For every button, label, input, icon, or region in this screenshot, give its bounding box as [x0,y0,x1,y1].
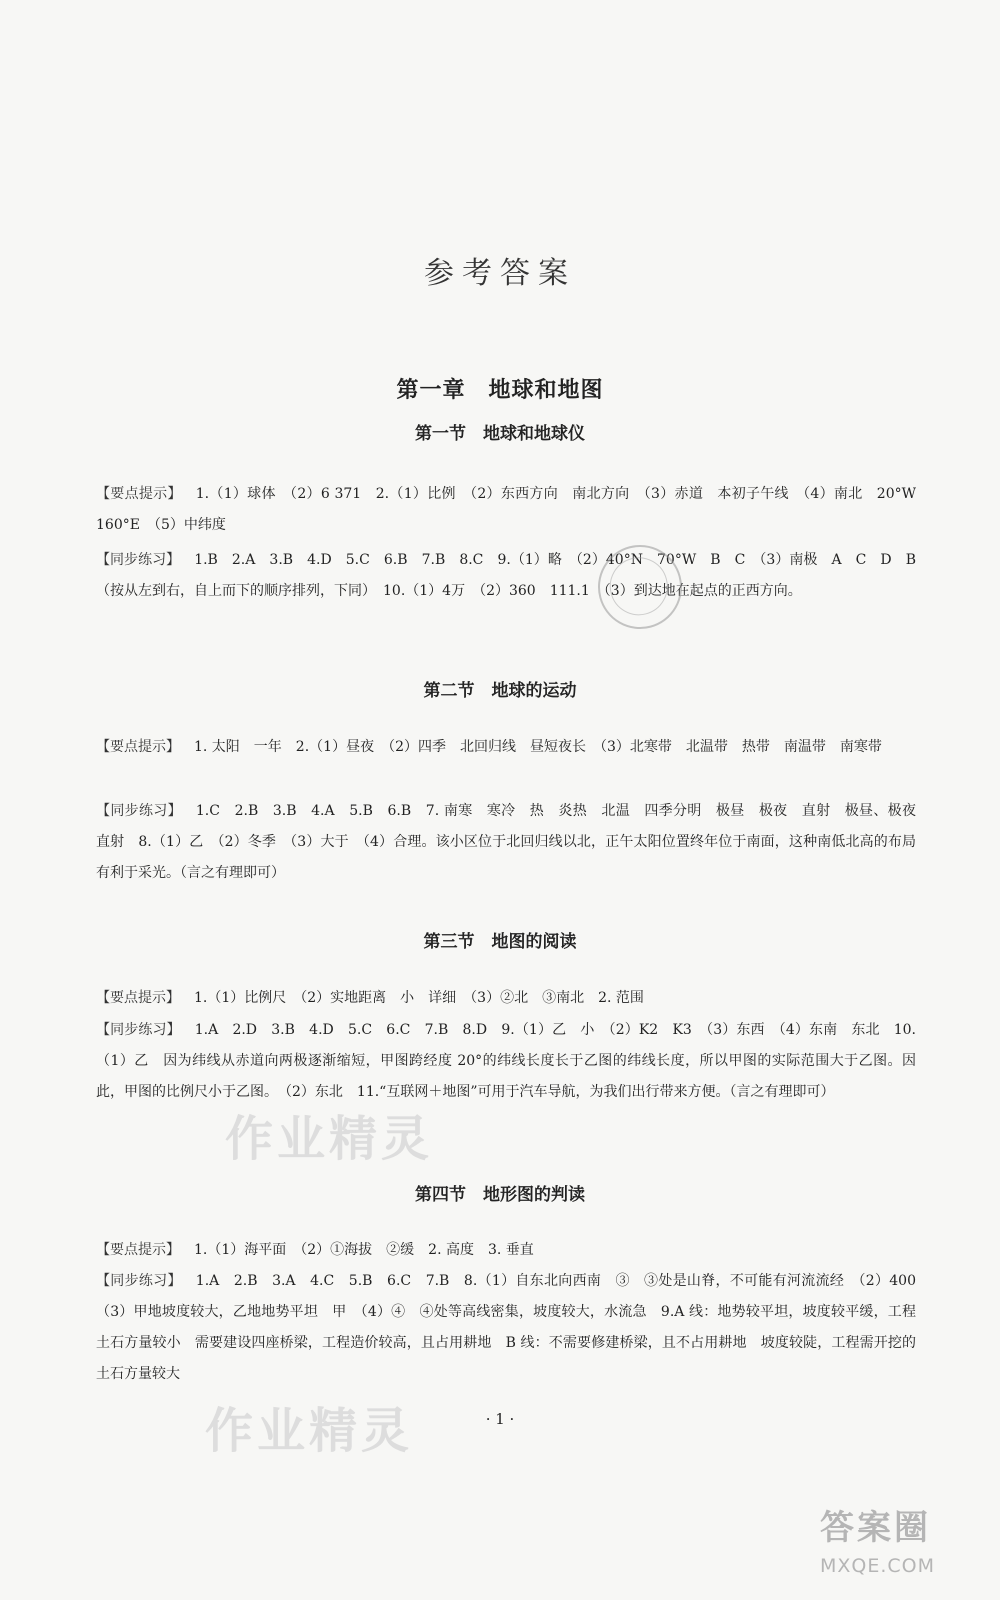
practice-tag: 【同步练习】 [96,552,181,568]
practice-text: 1.B 2.A 3.B 4.D 5.C 6.B 7.B 8.C 9.（1）略 （2）40°N 70°W B C （3）南极 A C D B（按从左到右，自上而下的顺序排列，下同） 10.（1）4万 （2）360 111.1 （3）到达地在起点的正西方向。 [96,552,917,599]
section-1-practice [96,545,916,607]
key-points-text: 1. 太阳 一年 2.（1）昼夜 （2）四季 北回归线 昼短夜长 （3）北寒带 北温带 热带 南温带 南寒带 [194,739,882,755]
page-number: · 1 · [485,1410,515,1428]
watermark-text: 作业精灵 [205,1403,414,1459]
section-1-key-points [96,479,930,541]
key-points-tag: 【要点提示】 [96,1242,180,1258]
logo-url-text: MXQE.COM [820,1555,936,1577]
watermark-text: 作业精灵 [225,1111,434,1167]
corner-logo [820,1500,990,1590]
key-points-tag: 【要点提示】 [96,486,182,502]
key-points-text: 1.（1）海平面 （2）①海拔 ②缓 2. 高度 3. 垂直 [194,1242,534,1258]
practice-tag: 【同步练习】 [96,803,182,819]
key-points-text: 1.（1）球体 （2）6 371 2.（1）比例 （2）东西方向 南北方向 （3）赤道 本初子午线 （4）南北 20°W 160°E （5）中纬度 [96,486,930,533]
chapter-title: 第一章 地球和地图 [396,377,604,403]
practice-tag: 【同步练习】 [96,1022,181,1038]
section-2-heading: 第二节 地球的运动 [423,681,577,701]
logo-text: 答案圈 [820,1508,931,1548]
page-title: 参考答案 [424,256,576,291]
practice-text: 1.C 2.B 3.B 4.A 5.B 6.B 7. 南寒 寒冷 热 炎热 北温 四季分明 极昼 极夜 直射 极昼、极夜 直射 8.（1）乙 （2）冬季 （3）大于 （4）合理。该小区位于北回归线以北，正午太阳位置终年位于南面，这种南低北高的布局有利于采光。（言之有理即可） [96,803,930,881]
section-4-practice [96,1266,931,1390]
key-points-text: 1.（1）比例尺 （2）实地距离 小 详细 （3）②北 ③南北 2. 范围 [194,990,644,1006]
practice-text: 1.A 2.D 3.B 4.D 5.C 6.C 7.B 8.D 9.（1）乙 小 （2）K2 K3 （3）东西 （4）东南 东北 10.（1）乙 因为纬线从赤道向两极逐渐缩短，甲图跨经度 20°的纬线长度长于乙图的纬线长度，所以甲图的实际范围大于乙图。因此，甲图的比例尺小于乙图。 （2）东北 11.“互联网＋地图”可用于汽车导航，为我们出行带来方便。（言之有理即可） [96,1022,916,1100]
section-4-key-points [96,1235,916,1266]
key-points-tag: 【要点提示】 [96,990,180,1006]
section-4-heading: 第四节 地形图的判读 [415,1185,585,1205]
practice-tag: 【同步练习】 [96,1273,182,1289]
key-points-tag: 【要点提示】 [96,739,180,755]
practice-text: 1.A 2.B 3.A 4.C 5.B 6.C 7.B 8.（1）自东北向西南 ③ ③处是山脊，不可能有河流流经 （2）400 （3）甲地坡度较大，乙地地势平坦 甲 （4）④ ④处等高线密集，坡度较大，水流急 9.A 线：地势较平坦，坡度较平缓，工程土石方量较小 需要建设四座桥梁，工程造价较高，且占用耕地 B 线：不需要修建桥梁，且不占用耕地 坡度较陡，工程需开挖的土石方量较大 [96,1273,931,1382]
section-3-practice [96,1015,916,1108]
section-2-practice [96,796,930,889]
section-3-heading: 第三节 地图的阅读 [423,932,577,952]
section-2-key-points [96,732,916,763]
section-1-heading: 第一节 地球和地球仪 [415,424,585,444]
section-3-key-points [96,983,916,1014]
